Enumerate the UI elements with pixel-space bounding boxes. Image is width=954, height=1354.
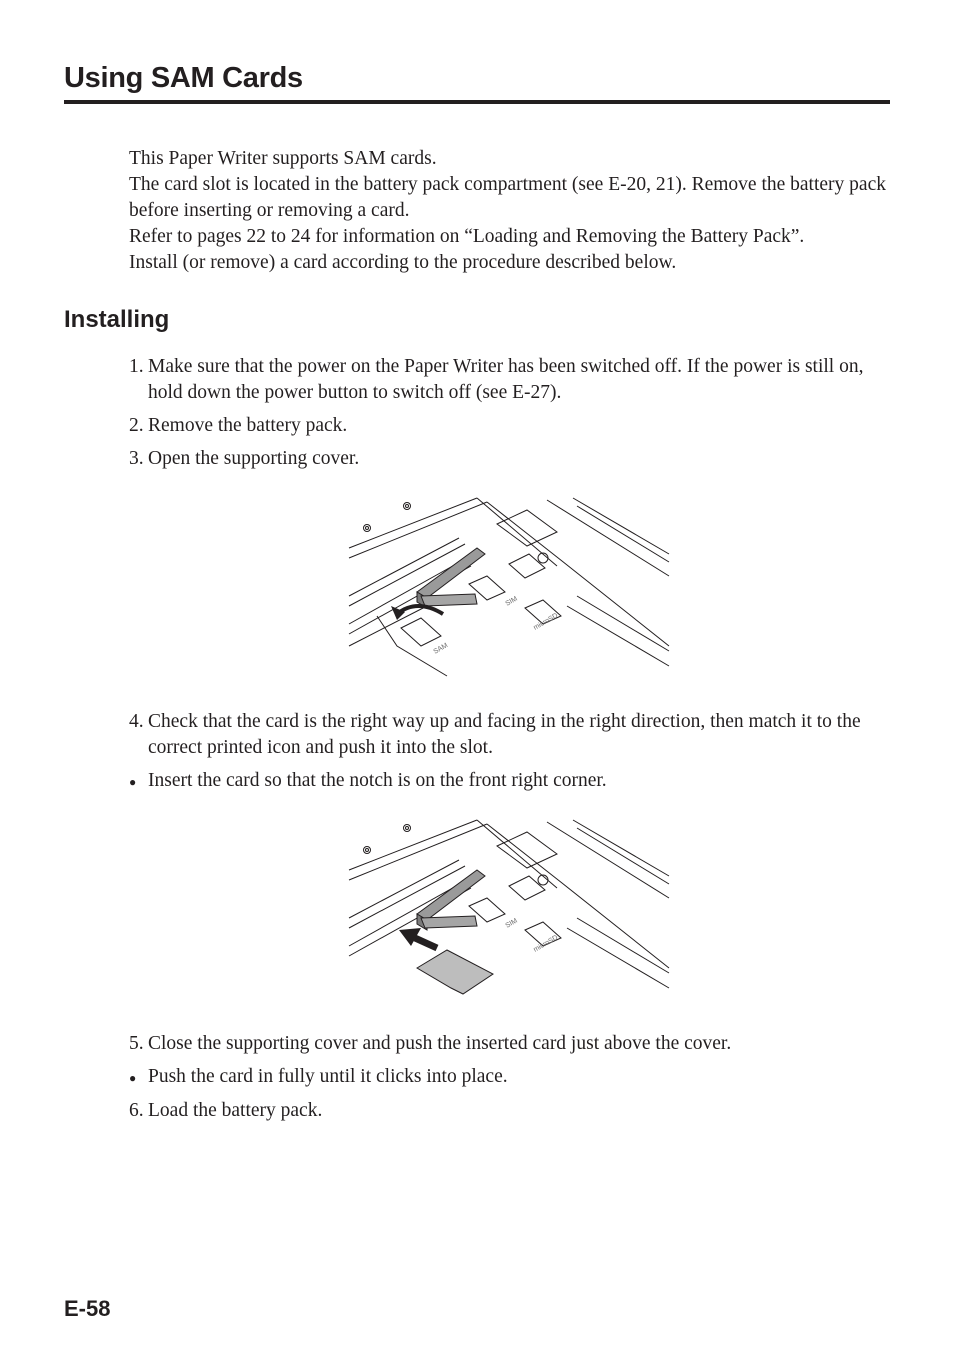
intro-line: Refer to pages 22 to 24 for information on “Loading and Removing the Battery Pack”. — [129, 226, 805, 247]
steps-4 — [129, 709, 899, 802]
bullet: ● — [129, 775, 137, 789]
step-text: Remove the battery pack. — [148, 415, 348, 436]
step-text: Check that the card is the right way up and facing in the right direction, then match it to the correct printed icon and push it into the slot. — [148, 711, 861, 758]
step-text: Make sure that the power on the Paper Writer has been switched off. If the power is still on, hold down the power button to switch off (see E-27). — [148, 356, 864, 403]
intro-line: This Paper Writer supports SAM cards. — [129, 148, 437, 169]
sam-card-icon — [417, 950, 493, 994]
intro-line: The card slot is located in the battery pack compartment (see E-20, 21). Remove the battery pack before inserting or removing a card. — [129, 174, 886, 221]
step-number: 6. — [129, 1100, 144, 1121]
insert-arrow-icon — [399, 928, 437, 948]
steps-5-6 — [129, 1031, 899, 1131]
figure-insert-card — [347, 818, 672, 1000]
step-text: Insert the card so that the notch is on the front right corner. — [148, 770, 607, 791]
sim-slot-label: SIM — [504, 595, 519, 608]
step-number: 5. — [129, 1033, 144, 1054]
step-text: Push the card in fully until it clicks into place. — [148, 1066, 508, 1087]
step-5 — [129, 1031, 899, 1057]
intro-text — [129, 146, 899, 276]
step-text: Open the supporting cover. — [148, 448, 360, 469]
section-heading-installing: Installing — [64, 306, 170, 333]
microsd-slot-label: microSD — [532, 934, 560, 954]
step-2 — [129, 413, 899, 439]
step-number: 3. — [129, 448, 144, 469]
intro-line: Install (or remove) a card according to the procedure described below. — [129, 252, 677, 273]
step-number: 4. — [129, 711, 144, 732]
page-number: E-58 — [64, 1296, 111, 1321]
figure-open-cover — [347, 496, 672, 678]
microsd-slot-label: microSD — [532, 612, 560, 632]
sim-slot-label: SIM — [504, 917, 519, 930]
sam-slot-label: SAM — [432, 642, 450, 656]
step-number: 2. — [129, 415, 144, 436]
title-rule — [64, 100, 890, 104]
page-title: Using SAM Cards — [64, 62, 303, 94]
bullet: ● — [129, 1071, 137, 1085]
step-text: Close the supporting cover and push the inserted card just above the cover. — [148, 1033, 732, 1054]
supporting-cover-icon — [417, 870, 485, 930]
step-4-note — [129, 768, 899, 795]
steps-1-3 — [129, 354, 899, 479]
step-1 — [129, 354, 899, 406]
step-text: Load the battery pack. — [148, 1100, 323, 1121]
supporting-cover-icon — [417, 548, 485, 608]
step-number: 1. — [129, 356, 144, 377]
step-4 — [129, 709, 899, 761]
step-6 — [129, 1098, 899, 1124]
step-5-note — [129, 1064, 899, 1091]
step-3 — [129, 446, 899, 472]
